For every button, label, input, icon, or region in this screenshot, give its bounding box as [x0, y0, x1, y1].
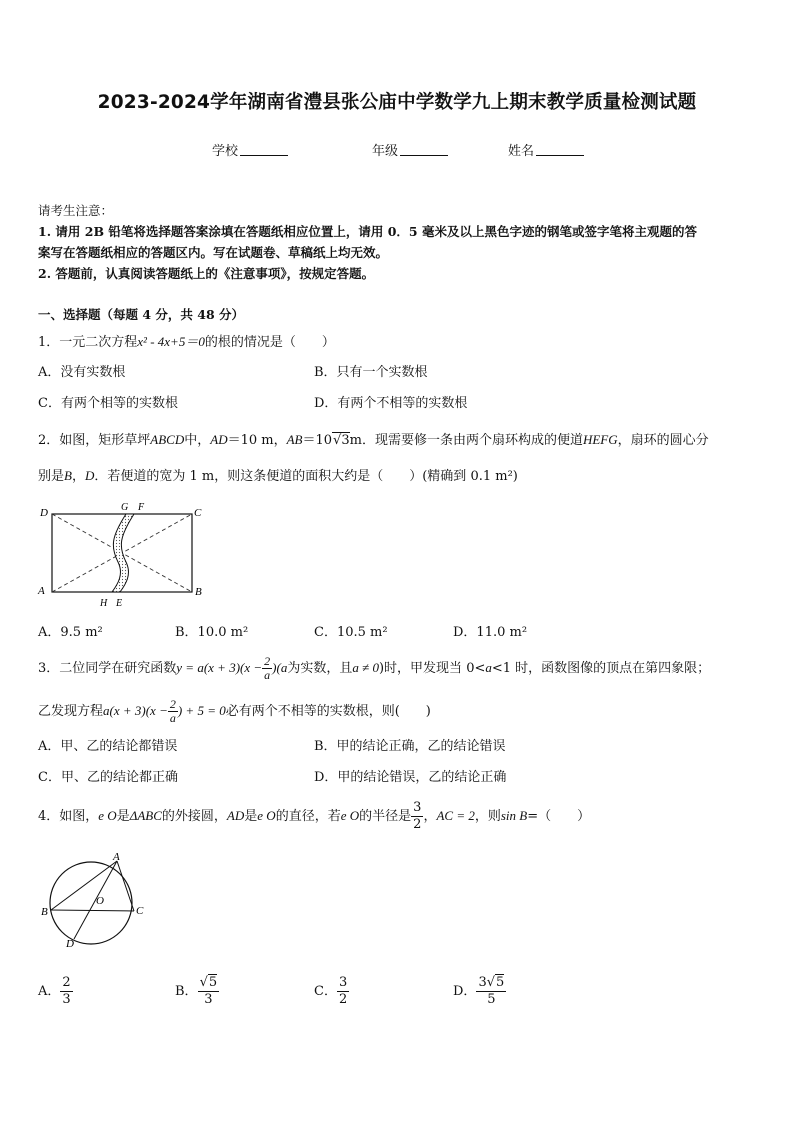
q4-option-c-den: 2: [338, 992, 348, 1007]
q4-option-d-fraction: [476, 975, 506, 1008]
q4-option-c-fraction: [337, 975, 349, 1008]
question-1: [38, 333, 335, 352]
q4-option-b[interactable]: [175, 972, 219, 1012]
q3-fraction: [262, 655, 272, 682]
label-o: O: [96, 895, 104, 907]
q4-triangle: ΔABC: [129, 808, 162, 823]
school-label: 学校: [212, 144, 239, 159]
q4-ad: AD: [226, 808, 245, 823]
q4-option-b-num: √5: [199, 975, 218, 990]
q3-condition: a ≠ 0: [352, 660, 379, 675]
q1-prefix: 1．一元二次方程: [38, 335, 138, 350]
q3-a: a: [485, 660, 492, 675]
q4-text: 的直径，若: [275, 809, 341, 824]
label-a: A: [113, 851, 120, 863]
q3-option-d[interactable]: D．甲的结论错误，乙的结论正确: [314, 770, 507, 785]
section-heading: 一、选择题（每题 4 分，共 48 分）: [38, 307, 245, 322]
label-b: B: [41, 906, 48, 918]
q2-d: D: [84, 468, 95, 483]
q2-option-d[interactable]: D．11.0 m²: [453, 625, 528, 640]
q3-text: 乙发现方程: [38, 704, 104, 719]
q4-radius-num: 3: [413, 800, 422, 815]
q2-b: B: [64, 468, 72, 483]
q4-text: 4．如图，: [38, 809, 99, 824]
q4-text: 是: [116, 809, 130, 824]
q1-option-c[interactable]: C．有两个相等的实数根: [38, 396, 178, 411]
label-h: H: [100, 598, 108, 609]
segment-bc: [51, 910, 134, 911]
q2-text: ．若便道的宽为 1 m，则这条便道的面积大约是（ ）(精确到 0.1 m²): [94, 469, 518, 484]
question-2-line-1: [38, 431, 709, 450]
q2-text: 2．如图，矩形草坪: [38, 433, 151, 448]
q4-option-b-fraction: [198, 975, 220, 1008]
q3-a: a: [280, 660, 288, 675]
path-hefg: [112, 514, 134, 592]
q2-text: ＝10 m，: [227, 433, 287, 448]
segment-ab: [51, 861, 117, 910]
q4-text: =（ ）: [527, 809, 591, 824]
notes-item-1b: 案写在答题纸相应的答题区内。写在试题卷、草稿纸上均无效。: [38, 245, 389, 260]
q4-text: 的外接圆，: [161, 809, 227, 824]
question-4: [38, 798, 590, 835]
q2-text: m．现需要修一条由两个扇环构成的便道: [349, 433, 583, 448]
grade-label: 年级: [372, 144, 399, 159]
q4-circle-o: e O: [257, 808, 276, 823]
q1-option-b[interactable]: B．只有一个实数根: [314, 365, 428, 380]
q2-hefg: HEFG: [582, 432, 618, 447]
q2-ab: AB: [286, 432, 303, 447]
q3-frac2-num: 2: [169, 697, 176, 711]
q4-option-a-fraction: [60, 975, 72, 1008]
q4-option-c[interactable]: [314, 972, 349, 1012]
label-g: G: [121, 502, 129, 513]
label-e: E: [116, 598, 123, 609]
q3-text: <1 时，函数图像的顶点在第四象限；: [491, 661, 711, 676]
q1-option-d[interactable]: D．有两个不相等的实数根: [314, 396, 468, 411]
q3-text: 3．二位同学在研究函数: [38, 661, 177, 676]
q4-text: ，则: [474, 809, 501, 824]
q4-option-d-num: 3√5: [478, 975, 505, 990]
q2-text: 别是: [38, 469, 65, 484]
q4-text: 是: [244, 809, 258, 824]
notes-item-1a: 1. 请用 2B 铅笔将选择题答案涂填在答题纸相应位置上，请用 0．5 毫米及以上黑色字迹的钢笔或签字笔将主观题的答: [38, 224, 697, 239]
label-c: C: [136, 905, 144, 917]
q3-text: 为实数，且: [287, 661, 353, 676]
q4-option-c-label: C．: [314, 984, 337, 999]
name-field: [508, 140, 584, 159]
q3-text: 必有两个不相等的实数根，则( ): [225, 704, 431, 719]
q2-option-c[interactable]: C．10.5 m²: [314, 625, 388, 640]
school-field: [212, 140, 288, 159]
q4-option-a-label: A．: [38, 984, 61, 999]
q2-ad: AD: [210, 432, 228, 447]
question-3-line-1: [38, 654, 710, 683]
notes-item-2: 2. 答题前，认真阅读答题纸上的《注意事项》，按规定答题。: [38, 266, 375, 281]
question-3-line-2: [38, 697, 431, 726]
q2-option-b[interactable]: B．10.0 m²: [175, 625, 249, 640]
q4-option-b-label: B．: [175, 984, 198, 999]
q2-rectangle-figure: [34, 500, 214, 612]
notes-block: [38, 200, 697, 284]
q3-frac-den: a: [264, 668, 271, 682]
q3-text: )时，甲发现当 0<: [378, 661, 486, 676]
label-b: B: [195, 586, 202, 598]
q4-option-b-sqrt: 5: [208, 975, 218, 990]
q4-radius-den: 2: [413, 817, 422, 832]
notes-heading: 请考生注意：: [38, 203, 114, 218]
q4-option-a-num: 2: [62, 975, 71, 990]
q4-option-c-num: 3: [338, 975, 348, 990]
circle-o: [50, 862, 132, 944]
q3-equation: a(x + 3)(x −: [103, 703, 168, 718]
q1-equation: x² - 4x+5＝0: [137, 334, 205, 349]
q2-sqrt-val: 3: [341, 433, 350, 448]
name-blank[interactable]: [536, 143, 584, 156]
label-d: D: [66, 938, 74, 950]
q4-option-a-den: 3: [62, 992, 71, 1007]
q4-option-d-label: D．: [453, 984, 477, 999]
q3-equation-end: ) + 5 = 0: [177, 703, 226, 718]
q3-option-b[interactable]: B．甲的结论正确，乙的结论错误: [314, 739, 506, 754]
q4-sinb: sin B: [500, 808, 528, 823]
segment-ac: [117, 861, 134, 911]
label-f: F: [138, 502, 145, 513]
grade-field: [372, 140, 448, 159]
page-title: 2023-2024学年湖南省澧县张公庙中学数学九上期末教学质量检测试题: [97, 92, 697, 113]
label-d: D: [40, 507, 48, 519]
q4-circle-o: e O: [340, 808, 360, 823]
q4-ac: AC = 2: [436, 808, 475, 823]
q1-option-a[interactable]: A．没有实数根: [38, 365, 126, 380]
q3-option-c[interactable]: C．甲、乙的结论都正确: [38, 770, 178, 785]
q3-function-end: )(: [272, 660, 281, 675]
q2-text: 中，: [184, 433, 211, 448]
q2-option-a[interactable]: A．9.5 m²: [38, 625, 103, 640]
q4-option-d[interactable]: [453, 972, 506, 1012]
school-blank[interactable]: [240, 143, 288, 156]
grade-blank[interactable]: [400, 143, 448, 156]
q4-option-d-coef: 3: [478, 975, 487, 990]
q4-circle-o: e O: [98, 808, 117, 823]
q3-function: y = a(x + 3)(x −: [176, 660, 263, 675]
q4-option-b-den: 3: [204, 992, 213, 1007]
q4-text: ，: [423, 809, 437, 824]
q3-fraction-2: [168, 698, 178, 725]
q4-radius-fraction: [411, 800, 423, 833]
label-c: C: [194, 507, 202, 519]
q4-option-a[interactable]: [38, 972, 73, 1012]
question-2-line-2: [38, 467, 518, 486]
q3-option-a[interactable]: A．甲、乙的结论都错误: [38, 739, 178, 754]
q4-circle-figure: [38, 848, 158, 956]
q2-sqrt: √3: [333, 433, 350, 448]
label-a: A: [38, 585, 45, 597]
q2-text: ＝10: [302, 433, 333, 448]
q4-text: 的半径是: [359, 809, 412, 824]
q1-suffix: 的根的情况是（ ）: [204, 335, 335, 350]
q4-option-d-den: 5: [487, 992, 496, 1007]
q2-abcd: ABCD: [150, 432, 185, 447]
q4-option-d-sqrt: 5: [496, 975, 505, 990]
q2-text: ，: [71, 469, 85, 484]
q3-frac-num: 2: [264, 654, 271, 668]
name-label: 姓名: [508, 144, 535, 159]
q3-frac2-den: a: [169, 711, 176, 725]
q2-text: ，扇环的圆心分: [617, 433, 709, 448]
